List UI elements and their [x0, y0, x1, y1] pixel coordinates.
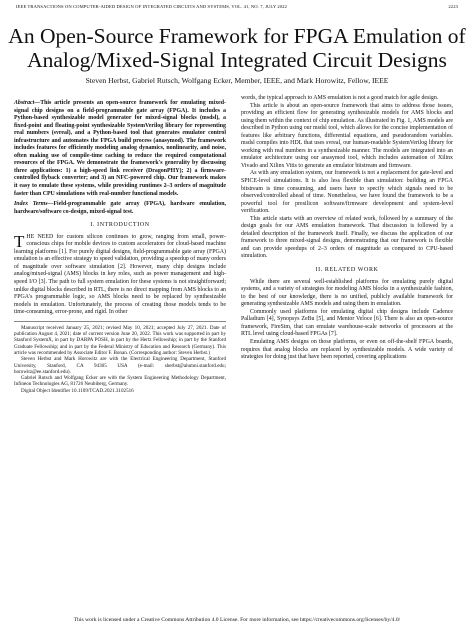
body-paragraph: As with any emulation system, our framework is not a replacement for gate-level and SPICE-level simulations. It is also less flexible than simulation: building an FPGA bitstream is time consuming, and users have to specify which signals need to be observed/controlled ahead of time. Nonetheless, we have found the framework to be a powerful tool for presilicon software/firmware development and system-level verification.: [241, 170, 453, 215]
index-terms-text: Field-programmable gate array (FPGA), hardware emulation, hardware/software co-design, mixed-signal test.: [14, 201, 226, 215]
drop-cap: T: [14, 231, 25, 251]
body-paragraph: words, the typical approach to AMS emulation is not a good match for agile design.: [241, 95, 439, 101]
intro-text: HE NEED for custom silicon continues to grow, ranging from small, power-conscious chips for mobile devices to custom accelerators for cloud-based machine learning platforms [1]. For purely digital designs, field-programmable gate array (FPGA) emulation is an effective strategy to speed validation, providing a speedup of many orders of magnitude over software simulation [2]. However, many chip designs include analog/mixed-signal (AMS) blocks in key roles, such as power management and high-speed I/O [3]. The path to full system emulation for these systems is not straightforward; unlike digital blocks described in RTL, there is no direct mapping from AMS blocks to an FPGA's programmable logic, so AMS blocks need to be replaced by synthesizable models in emulation. Unfortunately, the process of creating those models tends to be time-consuming, error-prone, and rigid. In other: [14, 233, 226, 316]
intro-paragraph: [14, 231, 226, 317]
abstract-label: Abstract—: [14, 100, 41, 106]
license-footer: This work is licensed under a Creative Commons Attribution 4.0 License. For more information, see https://creativecommons.org/licenses/by/4.0/: [73, 617, 401, 623]
section-heading-introduction: I. INTRODUCTION: [90, 222, 150, 229]
body-paragraph: This article starts with an overview of related work, followed by a summary of the design goals for our AMS emulation framework. That discussion is followed by a detailed description of the framework itself. Finally, we discuss the application of our framework to three mixed-signal designs, demonstrating that our framework is flexible and can provide speedups of 2–3 orders of magnitude as compared to CPU-based simulation.: [241, 215, 453, 260]
note-affiliation-2: Gabriel Rutsch and Wolfgang Ecker are with the System Engineering Methodology Department, Infineon Technologies AG, 81726 Neubiberg, Germany.: [14, 375, 226, 388]
index-terms: [14, 201, 226, 216]
index-terms-label: Index Terms—: [14, 201, 54, 208]
body-paragraph: Commonly used platforms for emulating digital chip designs include Cadence Palladium [4], Synopsys ZeBu [5], and Mentor Veloce [6]. There is also an open-source framework, FireSim, that can emulate warehouse-scale networks of processors at the RTL level using cloud-based FPGAs [7].: [241, 308, 453, 338]
left-column: [14, 100, 226, 394]
manuscript-note: [14, 321, 226, 394]
note-affiliation-1: Steven Herbst and Mark Horowitz are with the Electrical Engineering Department, Stanford University, Stanford, CA 94305 USA (e-mail: sherbst@alumni.stanford.edu; horowitz@ee.stanford.edu).: [14, 356, 226, 375]
page-number: 2223: [448, 4, 458, 9]
section-heading-related-work: II. RELATED WORK: [315, 267, 379, 274]
note-doi: Digital Object Identifier 10.1109/TCAD.2021.3102516: [21, 387, 134, 394]
body-paragraph: This article is about an open-source framework that aims to address those issues, providing an efficient flow for generating synthesizable models for AMS blocks and using them within the context of chip emulation. As illustrated in Fig. 1, AMS models are described in Python using our msdsl tool, which allows for the concise implementation of features like arbitrary functions, differential equations, and pseudorandom variables. msdsl compiles into HDL that uses svreal, our human-readable SystemVerilog library for working with real numbers in a synthesizable manner. The models are integrated into an emulator architecture using our anasymod tool, which includes automation of Xilinx Vivado and Xilinx Vitis to generate an emulator bitstream and firmware.: [241, 102, 453, 169]
journal-name: IEEE TRANSACTIONS ON COMPUTER-AIDED DESIGN OF INTEGRATED CIRCUITS AND SYSTEMS, VOL. 41, NO. 7, JULY 2022: [16, 4, 287, 9]
abstract-text: This article presents an open-source framework for emulating mixed-signal chip designs on a field-programmable gate array (FPGA). It includes a Python-based synthesizable model generator for mixed-signal blocks (msdsl), a fixed-point and floating-point synthesizable SystemVerilog library for representing real numbers (svreal), and a Python-based tool that generates emulator control infrastructure and automates the FPGA build process (anasymod). The framework includes features for efficiently modeling analog dynamics, nonlinearity, and noise, often making use of compile-time caching to reduce the required computational resources of the FPGA. We demonstrate the framework's generality by discussing three applications: 1) a high-speed link receiver (DragonPHY); 2) a firmware-controlled flyback converter; and 3) an NFC-powered chip. Our framework makes it easy to emulate these systems, while providing runtimes 2–3 orders of magnitude faster than CPU simulations with real-number functional models.: [14, 100, 226, 197]
body-paragraph: Emulating AMS designs on those platforms, or even on off-the-shelf FPGA boards, requires that analog blocks are replaced by synthesizable models. A wide variety of strategies for doing just that have been reported, covering applications: [241, 338, 453, 361]
running-header: [16, 4, 458, 14]
abstract: [14, 100, 226, 198]
paper-title: An Open-Source Framework for FPGA Emulation of Analog/Mixed-Signal Integrated Circuit Designs: [8, 24, 466, 72]
note-received: Manuscript received January 25, 2021; revised May 10, 2021; accepted July 27, 2021. Date of publication August 4, 2021; date of current version June 20, 2022. This work was supported in part by Stanford SystemX, in part by DARPA POSH, in part by the Hertz Fellowship; in part by the Stanford Graduate Fellowship; and in part by the Federal Ministry of Education and Research (Germany). This article was recommended by Associate Editor F. Bonan. (Corresponding author: Steven Herbst.): [14, 324, 226, 356]
author-list: Steven Herbst, Gabriel Rutsch, Wolfgang Ecker, Member, IEEE, and Mark Horowitz, Fellow, IEEE: [85, 76, 389, 85]
body-paragraph: While there are several well-established platforms for emulating purely digital systems, and a variety of strategies for modeling AMS blocks in a synthesizable fashion, to the best of our knowledge, there is no unified, publicly available framework for generating synthesizable AMS models and using them in emulation.: [241, 278, 453, 308]
right-column: [241, 95, 453, 362]
